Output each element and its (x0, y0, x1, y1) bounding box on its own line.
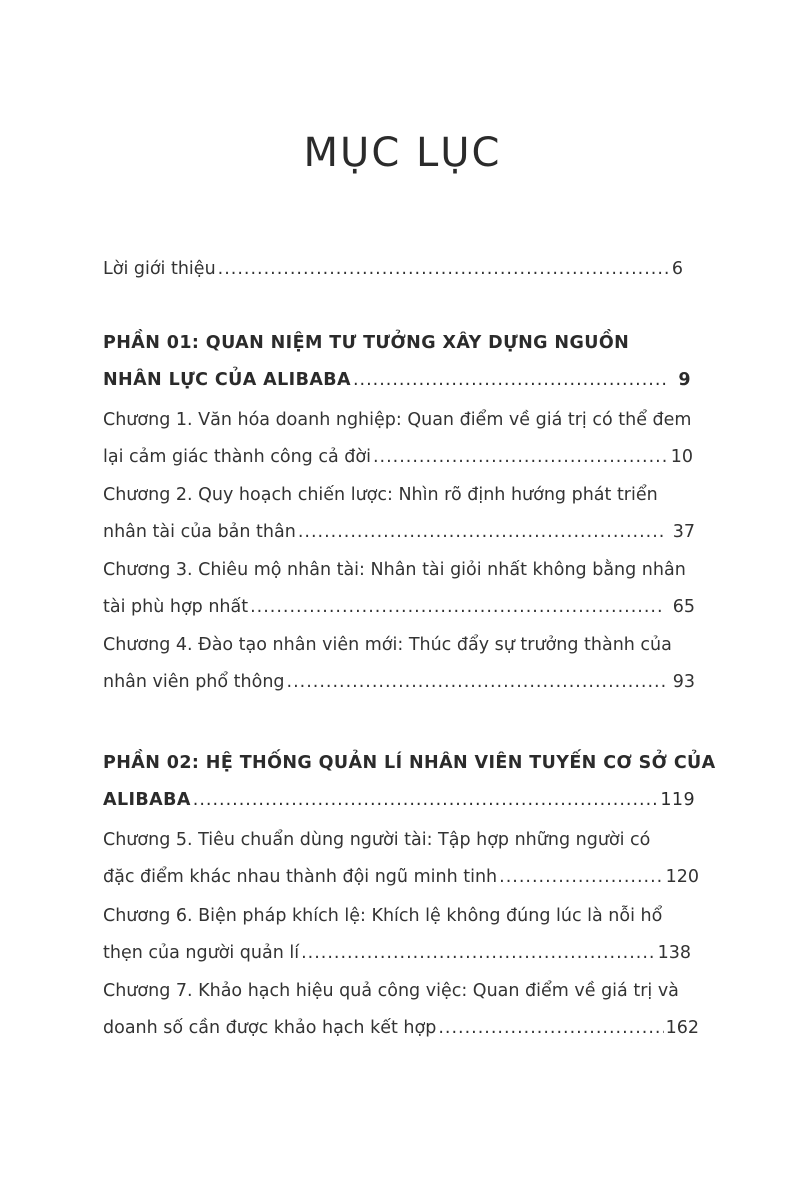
toc-entry-page: 93 (672, 672, 695, 692)
toc-chapter-7[interactable] (103, 973, 703, 1047)
toc-chapter-title-line1: Chương 6. Biện pháp khích lệ: Khích lệ không đúng lúc là nỗi hổ (103, 906, 663, 926)
toc-chapter-title-line1: Chương 4. Đào tạo nhân viên mới: Thúc đẩy sự trưởng thành của (103, 635, 672, 655)
toc-chapter-title-line2: đặc điểm khác nhau thành đội ngũ minh tinh (103, 867, 498, 887)
toc-chapter-title-line2: doanh số cần được khảo hạch kết hợp (103, 1018, 437, 1038)
dot-leader (499, 859, 663, 896)
toc-chapter-title-line2: tài phù hợp nhất (103, 597, 249, 617)
dot-leader (438, 1010, 663, 1047)
dot-leader (298, 514, 665, 551)
toc-chapter-2[interactable] (103, 477, 703, 551)
toc-entry-title: Lời giới thiệu (103, 259, 216, 279)
toc-part-title-line1: PHẦN 01: QUAN NIỆM TƯ TƯỞNG XÂY DỰNG NGUỒN (103, 333, 630, 353)
toc-chapter-title-line1: Chương 7. Khảo hạch hiệu quả công việc: Quan điểm về giá trị và (103, 981, 679, 1001)
toc-entry-page: 138 (657, 943, 691, 963)
toc-chapter-title-line2: thẹn của người quản lí (103, 943, 300, 963)
toc-entry-page: 162 (665, 1018, 699, 1038)
toc-chapter-title-line1: Chương 2. Quy hoạch chiến lược: Nhìn rõ định hướng phát triển (103, 485, 658, 505)
toc-part-title-line2: NHÂN LỰC CỦA ALIBABA (103, 370, 351, 390)
dot-leader (373, 439, 669, 476)
toc-entry-page: 9 (678, 370, 691, 390)
dot-leader (301, 935, 655, 972)
page-title: MỤC LỤC (303, 130, 502, 176)
toc-entry-page: 120 (665, 867, 699, 887)
toc-chapter-3[interactable] (103, 552, 703, 626)
toc-part-01[interactable] (103, 325, 703, 399)
toc-entry-page: 10 (670, 447, 693, 467)
toc-entry-page: 119 (660, 790, 695, 810)
dot-leader (250, 589, 665, 626)
toc-entry-page: 37 (672, 522, 695, 542)
toc-chapter-title-line2: nhân tài của bản thân (103, 522, 296, 542)
toc-chapter-6[interactable] (103, 898, 703, 972)
dot-leader (287, 664, 665, 701)
toc-chapter-title-line1: Chương 1. Văn hóa doanh nghiệp: Quan điểm về giá trị có thể đem (103, 410, 692, 430)
toc-part-title-line2: ALIBABA (103, 790, 191, 810)
toc-chapter-1[interactable] (103, 402, 703, 476)
toc-chapter-title-line1: Chương 3. Chiêu mộ nhân tài: Nhân tài giỏi nhất không bằng nhân (103, 560, 686, 580)
toc-part-title-line1: PHẦN 02: HỆ THỐNG QUẢN LÍ NHÂN VIÊN TUYẾN CƠ SỞ CỦA (103, 753, 716, 773)
toc-entry-intro[interactable] (103, 251, 703, 288)
toc-chapter-title-line1: Chương 5. Tiêu chuẩn dùng người tài: Tập hợp những người có (103, 830, 651, 850)
toc-chapter-title-line2: nhân viên phổ thông (103, 672, 285, 692)
dot-leader (193, 782, 659, 819)
toc-part-02[interactable] (103, 745, 716, 819)
dot-leader (353, 362, 668, 399)
toc-entry-page: 65 (672, 597, 695, 617)
toc-chapter-title-line2: lại cảm giác thành công cả đời (103, 447, 371, 467)
toc-chapter-5[interactable] (103, 822, 703, 896)
dot-leader (218, 251, 670, 288)
toc-entry-page: 6 (671, 259, 683, 279)
toc-chapter-4[interactable] (103, 627, 703, 701)
